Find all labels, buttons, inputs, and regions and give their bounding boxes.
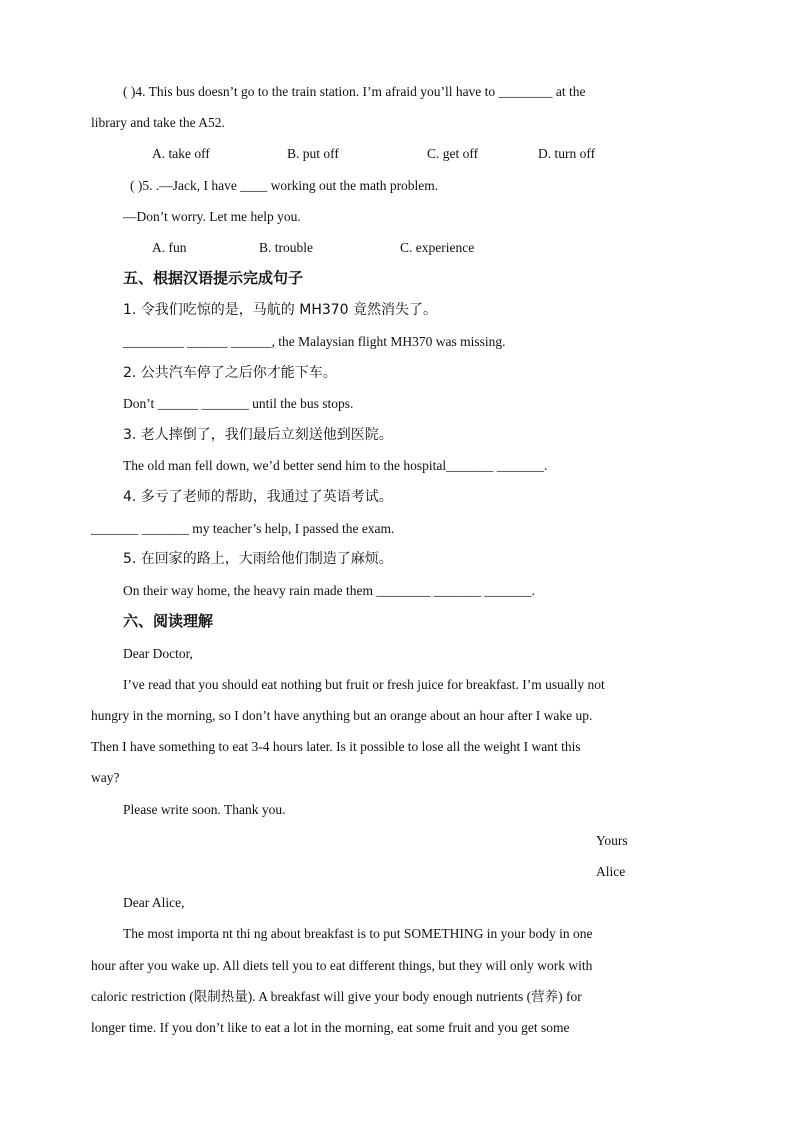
s5-item4-cn: 4. 多亏了老师的帮助，我通过了英语考试。 bbox=[123, 489, 393, 505]
s5-item1-en: _________ ______ ______, the Malaysian flight MH370 was missing. bbox=[123, 334, 506, 349]
section-6-heading: 六、阅读理解 bbox=[123, 612, 214, 630]
section-5-heading: 五、根据汉语提示完成句子 bbox=[123, 269, 304, 287]
s5-item1-cn: 1. 令我们吃惊的是，马航的 MH370 竟然消失了。 bbox=[123, 302, 438, 318]
question-4-line1 bbox=[123, 83, 586, 101]
letter1-sign-name: Alice bbox=[596, 864, 626, 879]
s5-item3-en: The old man fell down, we’d better send him to the hospital_______ _______. bbox=[123, 458, 548, 473]
q4-option-b: B. put off bbox=[287, 146, 339, 161]
question-4-line2: library and take the A52. bbox=[91, 115, 225, 130]
s5-item2-en: Don’t ______ _______ until the bus stops. bbox=[123, 396, 354, 411]
s5-item5-en: On their way home, the heavy rain made them ________ _______ _______. bbox=[123, 583, 536, 598]
question-5-line1: ( )5. .—Jack, I have ____ working out the math problem. bbox=[130, 178, 439, 193]
letter2-line: hour after you wake up. All diets tell you to eat different things, but they will only work with bbox=[91, 958, 593, 973]
letter1-line: way? bbox=[91, 770, 120, 785]
letter1-line: I’ve read that you should eat nothing but fruit or fresh juice for breakfast. I’m usually not bbox=[123, 677, 605, 692]
q4-option-d: D. turn off bbox=[538, 146, 596, 161]
question-5-line2: —Don’t worry. Let me help you. bbox=[123, 209, 301, 224]
q4-option-c: C. get off bbox=[427, 146, 479, 161]
s5-item2-cn: 2. 公共汽车停了之后你才能下车。 bbox=[123, 365, 337, 381]
letter1-sign-yours: Yours bbox=[596, 833, 628, 848]
letter1-salutation: Dear Doctor, bbox=[123, 646, 193, 661]
letter2-line: caloric restriction (限制热量). A breakfast will give your body enough nutrients (营养) for bbox=[91, 989, 582, 1004]
q5-option-a: A. fun bbox=[152, 240, 187, 255]
s5-item4-en: _______ _______ my teacher’s help, I passed the exam. bbox=[91, 521, 395, 536]
question-4-stem: ( )4. This bus doesn’t go to the train station. I’m afraid you’ll have to ________ at the bbox=[123, 84, 586, 99]
letter2-line: longer time. If you don’t like to eat a lot in the morning, eat some fruit and you get some bbox=[91, 1020, 570, 1035]
q5-option-b: B. trouble bbox=[259, 240, 313, 255]
letter1-line: hungry in the morning, so I don’t have anything but an orange about an hour after I wake up. bbox=[91, 708, 593, 723]
letter1-line: Then I have something to eat 3-4 hours later. Is it possible to lose all the weight I want this bbox=[91, 739, 581, 754]
letter2-salutation: Dear Alice, bbox=[123, 895, 185, 910]
s5-item5-cn: 5. 在回家的路上，大雨给他们制造了麻烦。 bbox=[123, 551, 393, 567]
q4-option-a: A. take off bbox=[152, 146, 210, 161]
letter1-closing: Please write soon. Thank you. bbox=[123, 802, 286, 817]
s5-item3-cn: 3. 老人摔倒了，我们最后立刻送他到医院。 bbox=[123, 427, 393, 443]
q5-option-c: C. experience bbox=[400, 240, 475, 255]
letter2-line: The most importa nt thi ng about breakfast is to put SOMETHING in your body in one bbox=[123, 926, 593, 941]
